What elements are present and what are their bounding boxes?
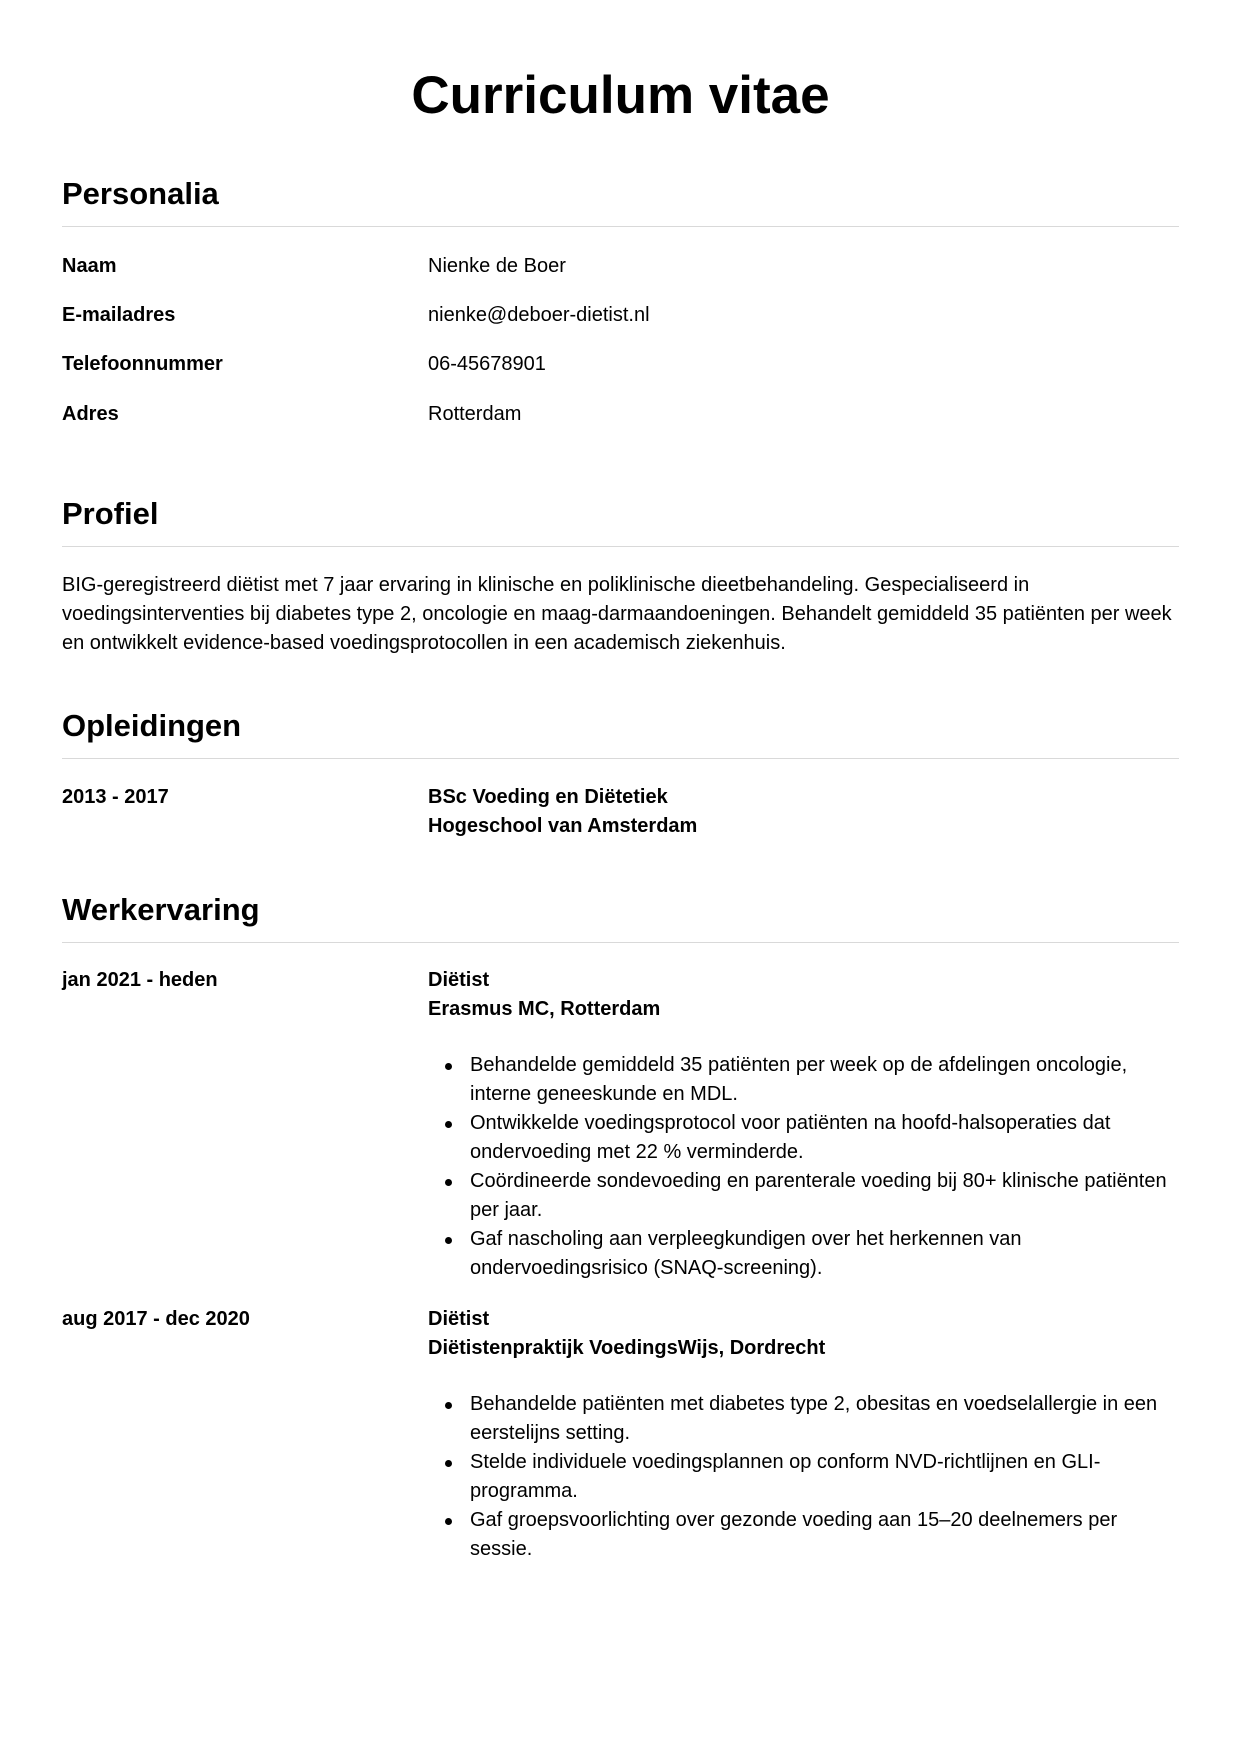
bullet-text: Coördineerde sondevoeding en parenterale voeding bij 80+ klinische patiënten per jaar. [470,1170,1167,1221]
list-item [470,1506,1179,1564]
education-institution: Hogeschool van Amsterdam [428,815,698,837]
list-item [470,1390,1179,1448]
bullet-icon [445,1518,452,1525]
document-title: Curriculum vitae [411,66,830,125]
list-item [470,1448,1179,1506]
bullet-icon [445,1063,452,1070]
field-row-adres [62,400,1179,429]
section-opleidingen [62,706,1179,841]
education-period: 2013 - 2017 [62,786,169,808]
work-period: jan 2021 - heden [62,969,218,991]
field-label: Adres [62,403,119,425]
bullet-text: Gaf groepsvoorlichting over gezonde voeding aan 15–20 deelnemers per sessie. [470,1509,1118,1560]
bullet-text: Gaf nascholing aan verpleegkundigen over het herkennen van ondervoedingsrisico (SNAQ-screening). [470,1228,1022,1279]
list-item [470,1051,1179,1109]
field-label: Telefoonnummer [62,353,223,375]
section-heading-profiel: Profiel [62,494,1179,547]
bullet-text: Ontwikkelde voedingsprotocol voor patiënten na hoofd-halsoperaties dat ondervoeding met 22 % verminderde. [470,1112,1111,1163]
bullet-icon [445,1237,452,1244]
work-bullets [428,1390,1179,1564]
field-label: Naam [62,255,117,277]
section-profiel [62,494,1179,658]
field-label: E-mailadres [62,304,176,326]
work-employer: Erasmus MC, Rotterdam [428,998,661,1020]
field-row-telefoon [62,350,1179,400]
education-title: BSc Voeding en Diëtetiek [428,786,668,808]
bullet-icon [445,1402,452,1409]
field-row-naam [62,252,1179,301]
bullet-text: Stelde individuele voedingsplannen op conform NVD-richtlijnen en GLI-programma. [470,1451,1101,1502]
field-value: Rotterdam [428,403,522,425]
work-details [428,966,1179,1283]
bullet-icon [445,1460,452,1467]
education-entry [62,783,1179,841]
bullet-text: Behandelde gemiddeld 35 patiënten per week op de afdelingen oncologie, interne geneeskunde en MDL. [470,1054,1128,1105]
field-value: 06-45678901 [428,353,546,375]
work-entry [62,966,1179,1283]
work-entry [62,1305,1179,1564]
bullet-icon [445,1121,452,1128]
work-title: Diëtist [428,969,490,991]
work-bullets [428,1051,1179,1283]
education-details [428,783,1179,841]
list-item [470,1225,1179,1283]
section-werkervaring [62,890,1179,1564]
section-heading-opleidingen: Opleidingen [62,706,1179,759]
personalia-fields [62,252,1179,429]
list-item [470,1167,1179,1225]
work-details [428,1305,1179,1564]
bullet-icon [445,1179,452,1186]
section-personalia [62,174,1179,429]
profile-text: BIG-geregistreerd diëtist met 7 jaar ervaring in klinische en poliklinische dieetbehandeling. Gespecialiseerd in voedingsinterventies bij diabetes type 2, oncologie en maag-darmaandoeningen. Behandelt gemiddeld 35 patiënten per week en ontwikkelt evidence-based voedingsprotocollen in een academisch ziekenhuis. [62,574,1172,654]
section-heading-werkervaring: Werkervaring [62,890,1179,943]
field-row-email [62,301,1179,350]
field-value: Nienke de Boer [428,255,566,277]
bullet-text: Behandelde patiënten met diabetes type 2, obesitas en voedselallergie in een eerstelijns setting. [470,1393,1158,1444]
field-value: nienke@deboer-dietist.nl [428,304,650,326]
work-period: aug 2017 - dec 2020 [62,1308,250,1330]
section-heading-personalia: Personalia [62,174,1179,227]
list-item [470,1109,1179,1167]
work-title: Diëtist [428,1308,490,1330]
work-employer: Diëtistenpraktijk VoedingsWijs, Dordrecht [428,1337,826,1359]
